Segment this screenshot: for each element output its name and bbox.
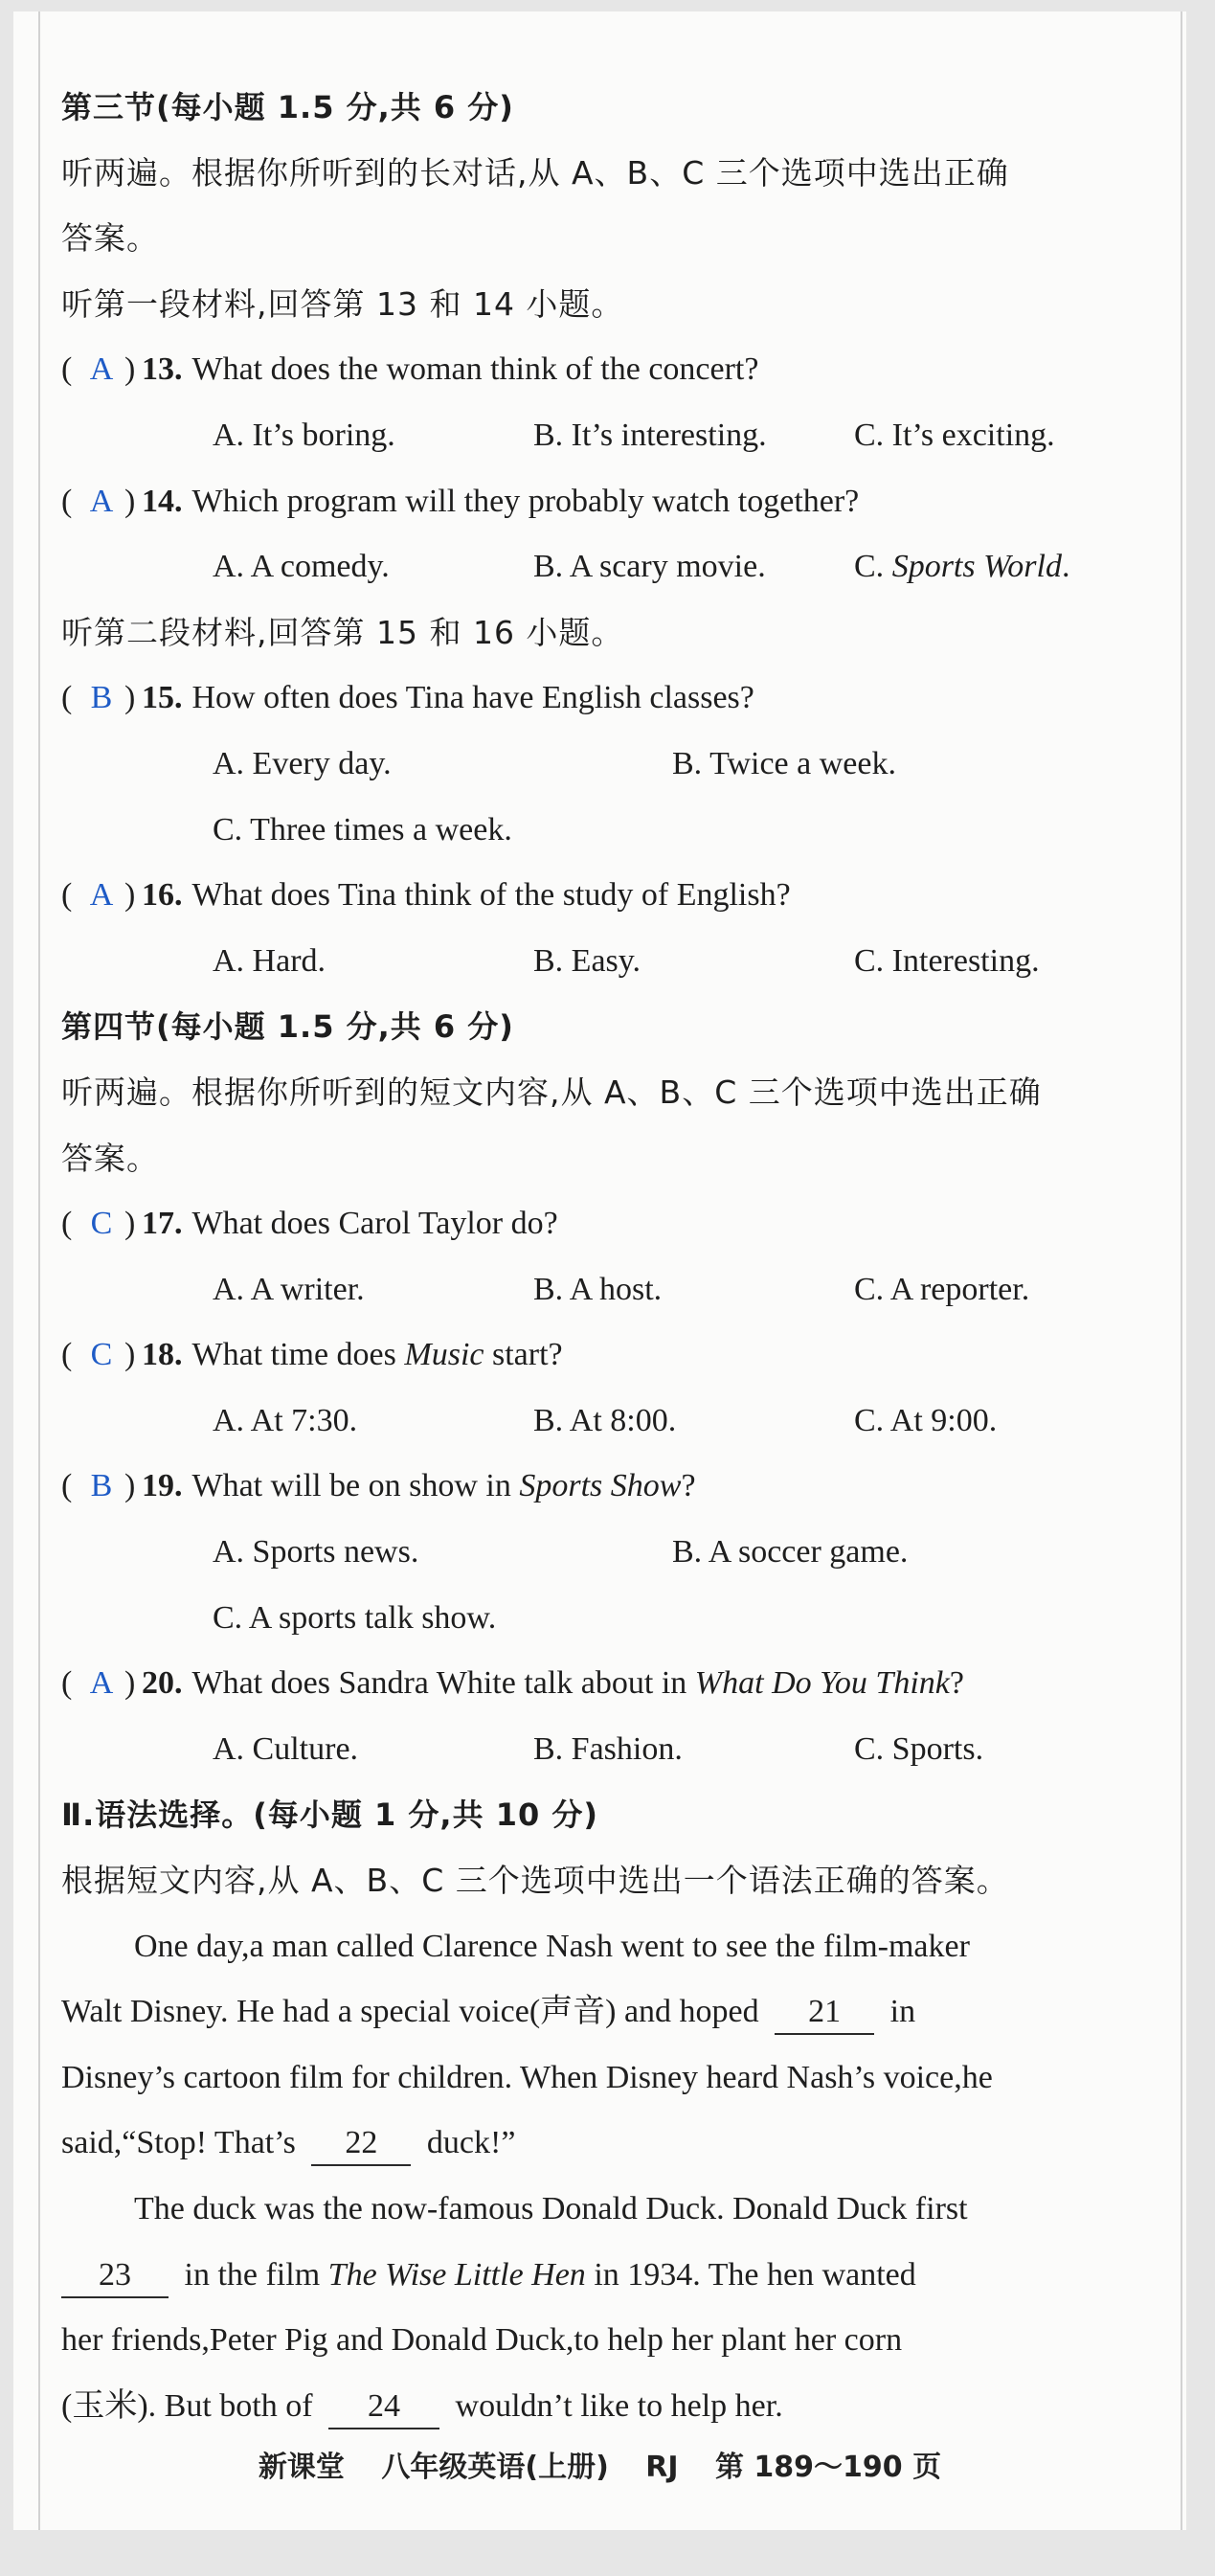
passage-p1-line3: Disney’s cartoon film for children. When Disney heard Nash’s voice,he (61, 2059, 993, 2095)
question-13: ( A ) 13. What does the woman think of the concert? (61, 337, 1181, 403)
options-18 (61, 1389, 1181, 1455)
question-20: ( A ) 20. What does Sandra White talk about in What Do You Think? (61, 1651, 1181, 1717)
option-a: A. At 7:30. (213, 1402, 358, 1438)
question-18: ( C ) 18. What time does Music start? (61, 1322, 1181, 1389)
question-16: ( A ) 16. What does Tina think of the study of English? (61, 863, 1181, 929)
question-number: 20. (142, 1665, 183, 1702)
grammar-heading: Ⅱ.语法选择。(每小题 1 分,共 10 分) (61, 1796, 599, 1834)
answer-15[interactable]: B (90, 680, 113, 716)
passage-p1-line2: Walt Disney. He had a special voice(声音) and hoped 21 in (61, 1979, 1181, 2045)
passage-p2-line3: her friends,Peter Pig and Donald Duck,to help her plant her corn (61, 2322, 903, 2359)
question-number: 18. (142, 1337, 183, 1373)
answer-17[interactable]: C (90, 1206, 113, 1242)
question-text: What time does Music start? (191, 1337, 563, 1373)
option-b: B. Twice a week. (672, 745, 896, 781)
question-text: What does Tina think of the study of English? (191, 877, 791, 914)
question-text: What does the woman think of the concert? (191, 351, 759, 388)
question-17: ( C ) 17. What does Carol Taylor do? (61, 1191, 1181, 1257)
question-text: What does Carol Taylor do? (191, 1206, 558, 1242)
question-number: 19. (142, 1468, 183, 1504)
options-19-row2 (61, 1586, 1181, 1652)
option-b: B. At 8:00. (533, 1402, 677, 1438)
option-b: B. Fashion. (533, 1730, 683, 1767)
question-19: ( B ) 19. What will be on show in Sports Show? (61, 1454, 1181, 1520)
options-16 (61, 929, 1181, 995)
question-number: 16. (142, 877, 183, 914)
blank-24[interactable]: 24 (328, 2385, 439, 2429)
section3-heading: 第三节(每小题 1.5 分,共 6 分) (61, 89, 514, 125)
option-c: C. At 9:00. (854, 1402, 998, 1438)
options-15-row1 (61, 732, 1181, 798)
footer-edition: RJ (645, 2451, 679, 2484)
footer-brand: 新课堂 (258, 2451, 345, 2484)
material2-note: 听第二段材料,回答第 15 和 16 小题。 (61, 613, 624, 651)
passage-p1-line1: One day,a man called Clarence Nash went to see the film-maker (134, 1928, 970, 1964)
question-text: Which program will they probably watch together? (191, 483, 860, 519)
options-15-row2 (61, 798, 1181, 864)
section4-heading: 第四节(每小题 1.5 分,共 6 分) (61, 1008, 514, 1046)
option-c: C. It’s exciting. (854, 417, 1055, 453)
option-a: A. A comedy. (213, 549, 390, 585)
option-c: C. Sports World. (854, 549, 1070, 585)
page-footer (13, 2439, 1186, 2497)
option-a: A. It’s boring. (213, 417, 395, 453)
section4-instruction-line2: 答案。 (61, 1139, 159, 1177)
section3-instruction-line1: 听两遍。根据你所听到的长对话,从 A、B、C 三个选项中选出正确 (61, 153, 1009, 192)
option-c: C. A sports talk show. (213, 1599, 497, 1636)
question-number: 13. (142, 351, 183, 388)
blank-23[interactable]: 23 (61, 2254, 169, 2298)
left-margin-rule (38, 11, 40, 2530)
option-a: A. Hard. (213, 942, 326, 979)
options-13 (61, 403, 1181, 469)
options-19-row1 (61, 1520, 1181, 1586)
footer-pages: 第 189～190 页 (714, 2451, 942, 2484)
option-b: B. It’s interesting. (533, 417, 767, 453)
section4-instruction-line1: 听两遍。根据你所听到的短文内容,从 A、B、C 三个选项中选出正确 (61, 1073, 1042, 1111)
question-15: ( B ) 15. How often does Tina have English classes? (61, 666, 1181, 732)
option-c: C. Sports. (854, 1730, 984, 1767)
answer-20[interactable]: A (89, 1665, 114, 1702)
answer-14[interactable]: A (89, 483, 114, 519)
section3-instruction-line2: 答案。 (61, 219, 159, 258)
option-b: B. Easy. (533, 942, 641, 979)
option-a: A. Sports news. (213, 1534, 419, 1570)
footer-book: 八年级英语(上册) (381, 2451, 609, 2484)
blank-22[interactable]: 22 (311, 2122, 411, 2166)
material1-note: 听第一段材料,回答第 13 和 14 小题。 (61, 284, 624, 323)
passage-p2-line1: The duck was the now-famous Donald Duck. Donald Duck first (134, 2191, 968, 2226)
option-a: A. Culture. (213, 1730, 359, 1767)
option-a: A. A writer. (213, 1271, 365, 1307)
options-14 (61, 534, 1181, 600)
worksheet-page (13, 11, 1186, 2530)
options-20 (61, 1717, 1181, 1783)
answer-16[interactable]: A (89, 877, 114, 914)
question-14: ( A ) 14. Which program will they probably watch together? (61, 469, 1181, 535)
option-b: B. A host. (533, 1271, 663, 1307)
question-text: What does Sandra White talk about in What Do You Think? (191, 1665, 964, 1702)
passage-p2-line4: (玉米). But both of 24 wouldn’t like to help her. (61, 2374, 1181, 2440)
worksheet-content (61, 75, 1181, 2439)
options-17 (61, 1257, 1181, 1323)
option-c: C. A reporter. (854, 1271, 1030, 1307)
option-a: A. Every day. (213, 745, 392, 781)
passage-p1-line4: said,“Stop! That’s 22 duck!” (61, 2111, 1181, 2177)
answer-18[interactable]: C (90, 1337, 113, 1373)
option-c: C. Three times a week. (213, 811, 512, 847)
blank-21[interactable]: 21 (775, 1991, 874, 2035)
question-text: What will be on show in Sports Show? (191, 1468, 696, 1504)
question-text: How often does Tina have English classes? (191, 680, 754, 716)
option-c: C. Interesting. (854, 942, 1040, 979)
option-b: B. A soccer game. (672, 1534, 909, 1570)
question-number: 17. (142, 1206, 183, 1242)
answer-13[interactable]: A (89, 351, 114, 388)
question-number: 15. (142, 680, 183, 716)
answer-19[interactable]: B (90, 1468, 113, 1504)
question-number: 14. (142, 483, 183, 519)
grammar-instruction: 根据短文内容,从 A、B、C 三个选项中选出一个语法正确的答案。 (61, 1862, 1009, 1900)
passage-p2-line2: 23 in the film The Wise Little Hen in 1934. The hen wanted (61, 2243, 1181, 2309)
option-b: B. A scary movie. (533, 549, 766, 585)
